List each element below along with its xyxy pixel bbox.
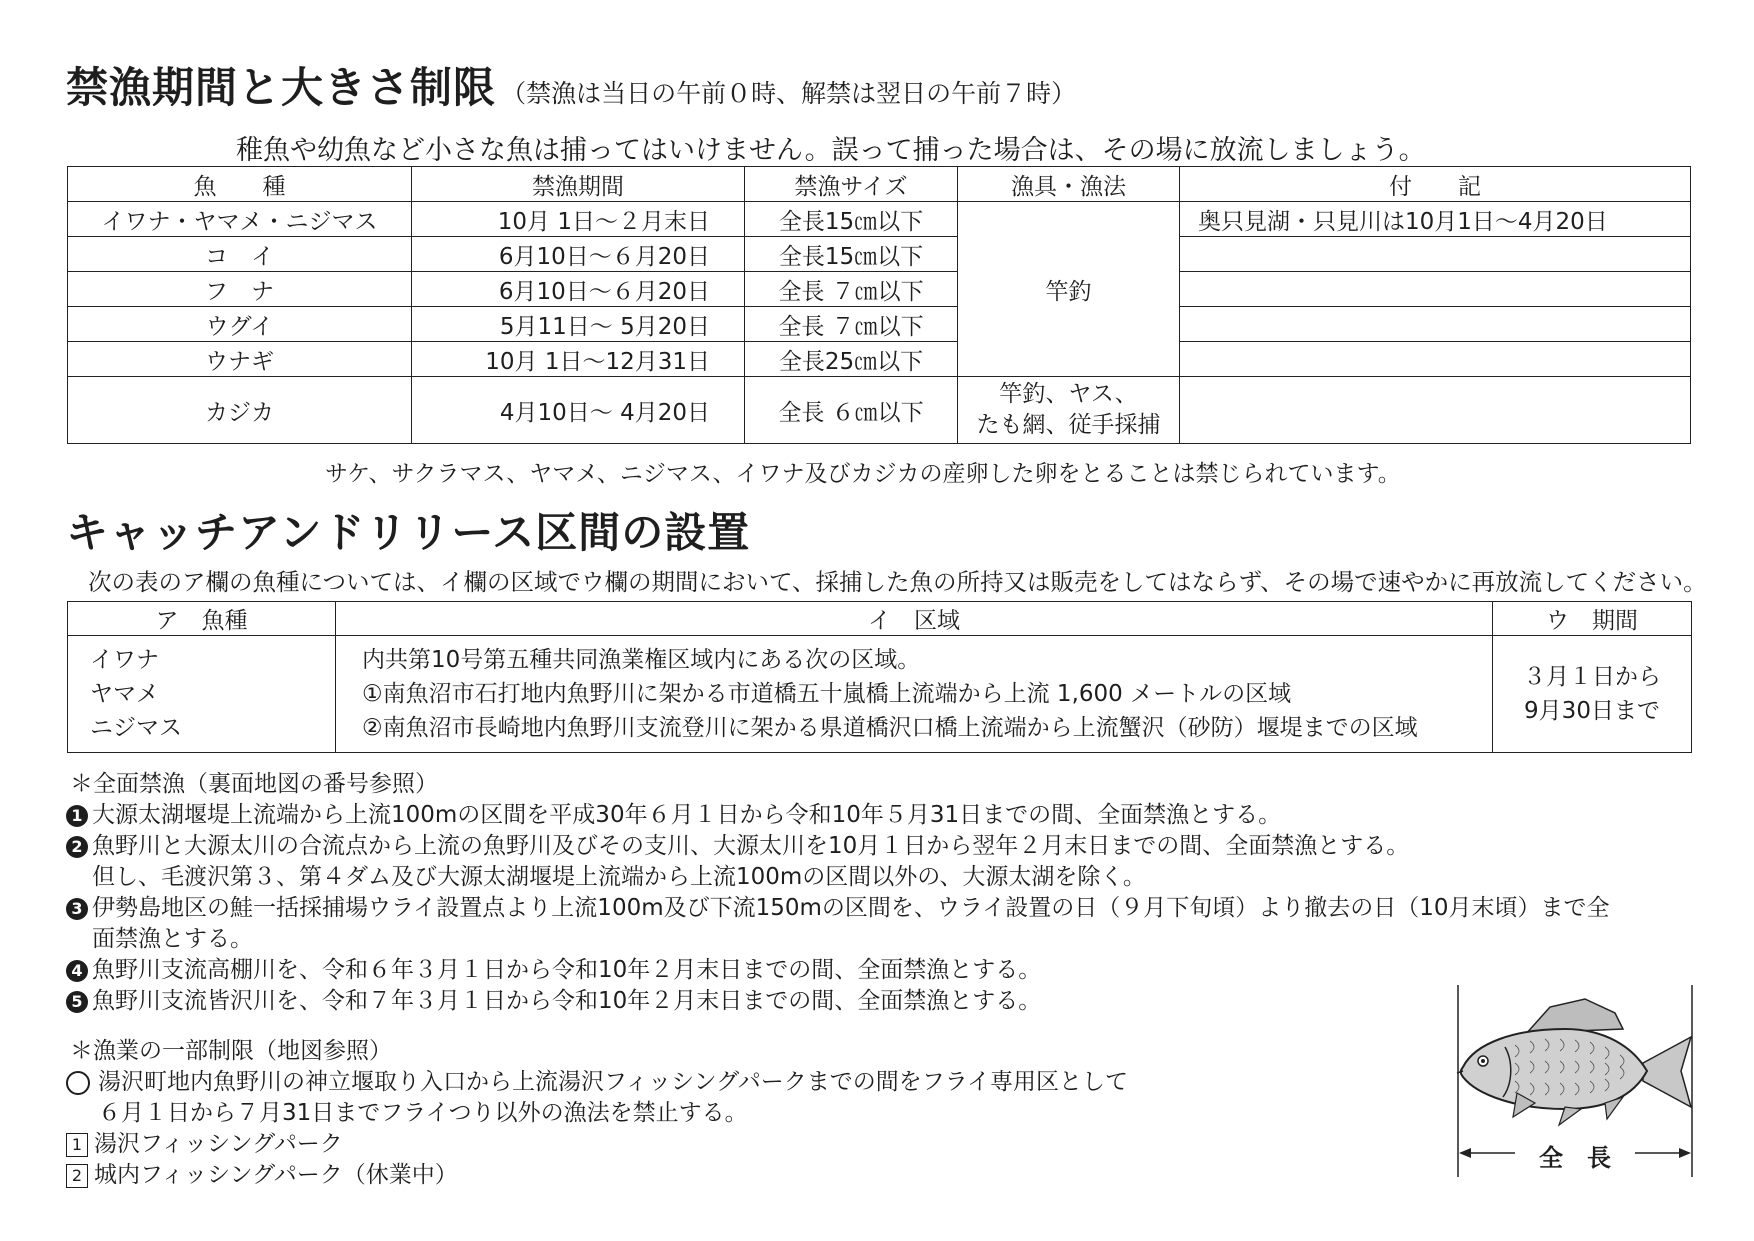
note-cell xyxy=(1180,377,1691,444)
period-cell: 6月10日～６月20日 xyxy=(412,272,745,307)
species-cell: ウナギ xyxy=(68,342,412,377)
circle-bullet-icon xyxy=(66,1071,90,1095)
note-cell xyxy=(1180,237,1691,272)
size-cell: 全長15㎝以下 xyxy=(745,237,958,272)
ban-text: 魚野川支流皆沢川を、令和７年３月１日から令和10年２月末日までの間、全面禁漁とする。 xyxy=(92,988,1042,1014)
number-badge: 2 xyxy=(66,836,88,858)
park-label: 湯沢フィッシングパーク xyxy=(94,1131,343,1157)
park-label: 城内フィッシングパーク（休業中） xyxy=(94,1162,458,1188)
ban-item xyxy=(66,955,1706,986)
period-line: ３月１日から xyxy=(1523,664,1661,690)
note-cell xyxy=(1180,342,1691,377)
method-line: 竿釣、ヤス、 xyxy=(999,381,1138,407)
number-badge: 3 xyxy=(66,898,88,920)
section1-subtitle: 稚魚や幼魚など小さな魚は捕ってはいけません。誤って捕った場合は、その場に放流しましょう。 xyxy=(236,135,1426,166)
header-size: 禁漁サイズ xyxy=(745,167,958,202)
area-cell xyxy=(336,636,1493,753)
section1-title-note: （禁漁は当日の午前０時、解禁は翌日の午前７時） xyxy=(501,79,1077,108)
fish-figure xyxy=(1455,985,1695,1185)
area-line: ①南魚沼市石打地内魚野川に架かる市道橋五十嵐橋上流端から上流 1,600 メートルの区域 xyxy=(362,681,1292,707)
area-line: 内共第10号第五種共同漁業権区域内にある次の区域。 xyxy=(362,647,921,673)
header-method: 漁具・漁法 xyxy=(958,167,1180,202)
table-row xyxy=(68,272,1691,307)
header-species: 魚 種 xyxy=(68,167,412,202)
table-row xyxy=(68,636,1692,753)
number-badge: 1 xyxy=(66,805,88,827)
note-cell: 奥只見湖・只見川は10月1日～4月20日 xyxy=(1180,202,1691,237)
ban-text: 魚野川と大源太川の合流点から上流の魚野川及びその支川、大源太川を10月１日から翌年２月末日までの間、全面禁漁とする。 xyxy=(92,833,1410,859)
size-cell: 全長 ７㎝以下 xyxy=(745,307,958,342)
ban-item xyxy=(66,893,1706,924)
section1-title-row xyxy=(66,55,1076,115)
species-item: イワナ xyxy=(90,647,159,673)
header-species: ア 魚種 xyxy=(68,602,336,636)
period-cell: 5月11日～ 5月20日 xyxy=(412,307,745,342)
park-item xyxy=(66,1160,1128,1191)
table-header-row xyxy=(68,167,1691,202)
note-cell xyxy=(1180,307,1691,342)
method-cell xyxy=(958,377,1180,444)
total-ban-heading: ＊全面禁漁（裏面地図の番号参照） xyxy=(70,771,438,797)
ban-text: 大源太湖堰堤上流端から上流100mの区間を平成30年６月１日から令和10年５月31日までの間、全面禁漁とする。 xyxy=(92,802,1282,828)
ban-text-continued: 但し、毛渡沢第３、第４ダム及び大源太湖堰堤上流端から上流100mの区間以外の、大源太湖を除く。 xyxy=(92,864,1146,890)
period-cell: 10月 1日～12月31日 xyxy=(412,342,745,377)
partial-restriction-section xyxy=(66,1036,1128,1191)
method-merged-cell: 竿釣 xyxy=(958,202,1180,377)
closed-season-table xyxy=(67,166,1691,444)
egg-footnote: サケ、サクラマス、ヤマメ、ニジマス、イワナ及びカジカの産卵した卵をとることは禁じられています。 xyxy=(325,461,1401,487)
species-cell: フ ナ xyxy=(68,272,412,307)
species-cell: イワナ・ヤマメ・ニジマス xyxy=(68,202,412,237)
period-cell: 4月10日～ 4月20日 xyxy=(412,377,745,444)
boxed-number: 1 xyxy=(66,1133,88,1157)
number-badge: 4 xyxy=(66,960,88,982)
species-cell: ウグイ xyxy=(68,307,412,342)
header-period: ウ 期間 xyxy=(1493,602,1692,636)
species-item: ニジマス xyxy=(90,715,182,741)
table-row xyxy=(68,307,1691,342)
partial-item xyxy=(66,1067,1128,1098)
ban-text: 伊勢島地区の鮭一括採捕場ウライ設置点より上流100m及び下流150mの区間を、ウライ設置の日（９月下旬頃）より撤去の日（10月末頃）まで全 xyxy=(92,895,1610,921)
header-area: イ 区域 xyxy=(336,602,1493,636)
species-cell: コ イ xyxy=(68,237,412,272)
header-period: 禁漁期間 xyxy=(412,167,745,202)
table-row xyxy=(68,202,1691,237)
area-line: ②南魚沼市長崎地内魚野川支流登川に架かる県道橋沢口橋上流端から上流蟹沢（砂防）堰堤までの区域 xyxy=(362,715,1418,741)
species-list-cell xyxy=(68,636,336,753)
species-cell: カジカ xyxy=(68,377,412,444)
table-row xyxy=(68,377,1691,444)
park-item xyxy=(66,1129,1128,1160)
boxed-number: 2 xyxy=(66,1164,88,1188)
number-badge: 5 xyxy=(66,991,88,1013)
period-cell: 10月 1日～２月末日 xyxy=(412,202,745,237)
note-cell xyxy=(1180,272,1691,307)
ban-text: 魚野川支流高棚川を、令和６年３月１日から令和10年２月末日までの間、全面禁漁とする。 xyxy=(92,957,1042,983)
ban-text-continued: 面禁漁とする。 xyxy=(92,926,253,952)
size-cell: 全長15㎝以下 xyxy=(745,202,958,237)
size-cell: 全長 ６㎝以下 xyxy=(745,377,958,444)
table-header-row xyxy=(68,602,1692,636)
catch-release-table xyxy=(67,601,1692,753)
ban-item xyxy=(66,800,1706,831)
size-cell: 全長25㎝以下 xyxy=(745,342,958,377)
ban-item xyxy=(66,831,1706,862)
partial-heading: ＊漁業の一部制限（地図参照） xyxy=(70,1038,392,1064)
partial-text: 湯沢町地内魚野川の神立堰取り入口から上流湯沢フィッシングパークまでの間をフライ専用区として xyxy=(98,1069,1129,1095)
header-note: 付 記 xyxy=(1180,167,1691,202)
period-cell xyxy=(1493,636,1692,753)
method-line: たも網、従手採捕 xyxy=(976,412,1161,438)
section1-title: 禁漁期間と大きさ制限 xyxy=(66,63,497,112)
table-row xyxy=(68,342,1691,377)
period-line: 9月30日まで xyxy=(1524,698,1660,724)
section2-intro: 次の表のア欄の魚種については、イ欄の区域でウ欄の期間において、採捕した魚の所持又は販売をしてはならず、その場で速やかに再放流してください。 xyxy=(88,568,1707,596)
table-row xyxy=(68,237,1691,272)
period-cell: 6月10日～６月20日 xyxy=(412,237,745,272)
size-cell: 全長 ７㎝以下 xyxy=(745,272,958,307)
partial-text-continued: ６月１日から７月31日までフライつり以外の漁法を禁止する。 xyxy=(98,1100,748,1126)
species-item: ヤマメ xyxy=(90,681,159,707)
section2-title: キャッチアンドリリース区間の設置 xyxy=(66,508,751,557)
total-length-label: 全 長 xyxy=(1539,1144,1611,1172)
total-ban-section xyxy=(66,769,1706,1017)
